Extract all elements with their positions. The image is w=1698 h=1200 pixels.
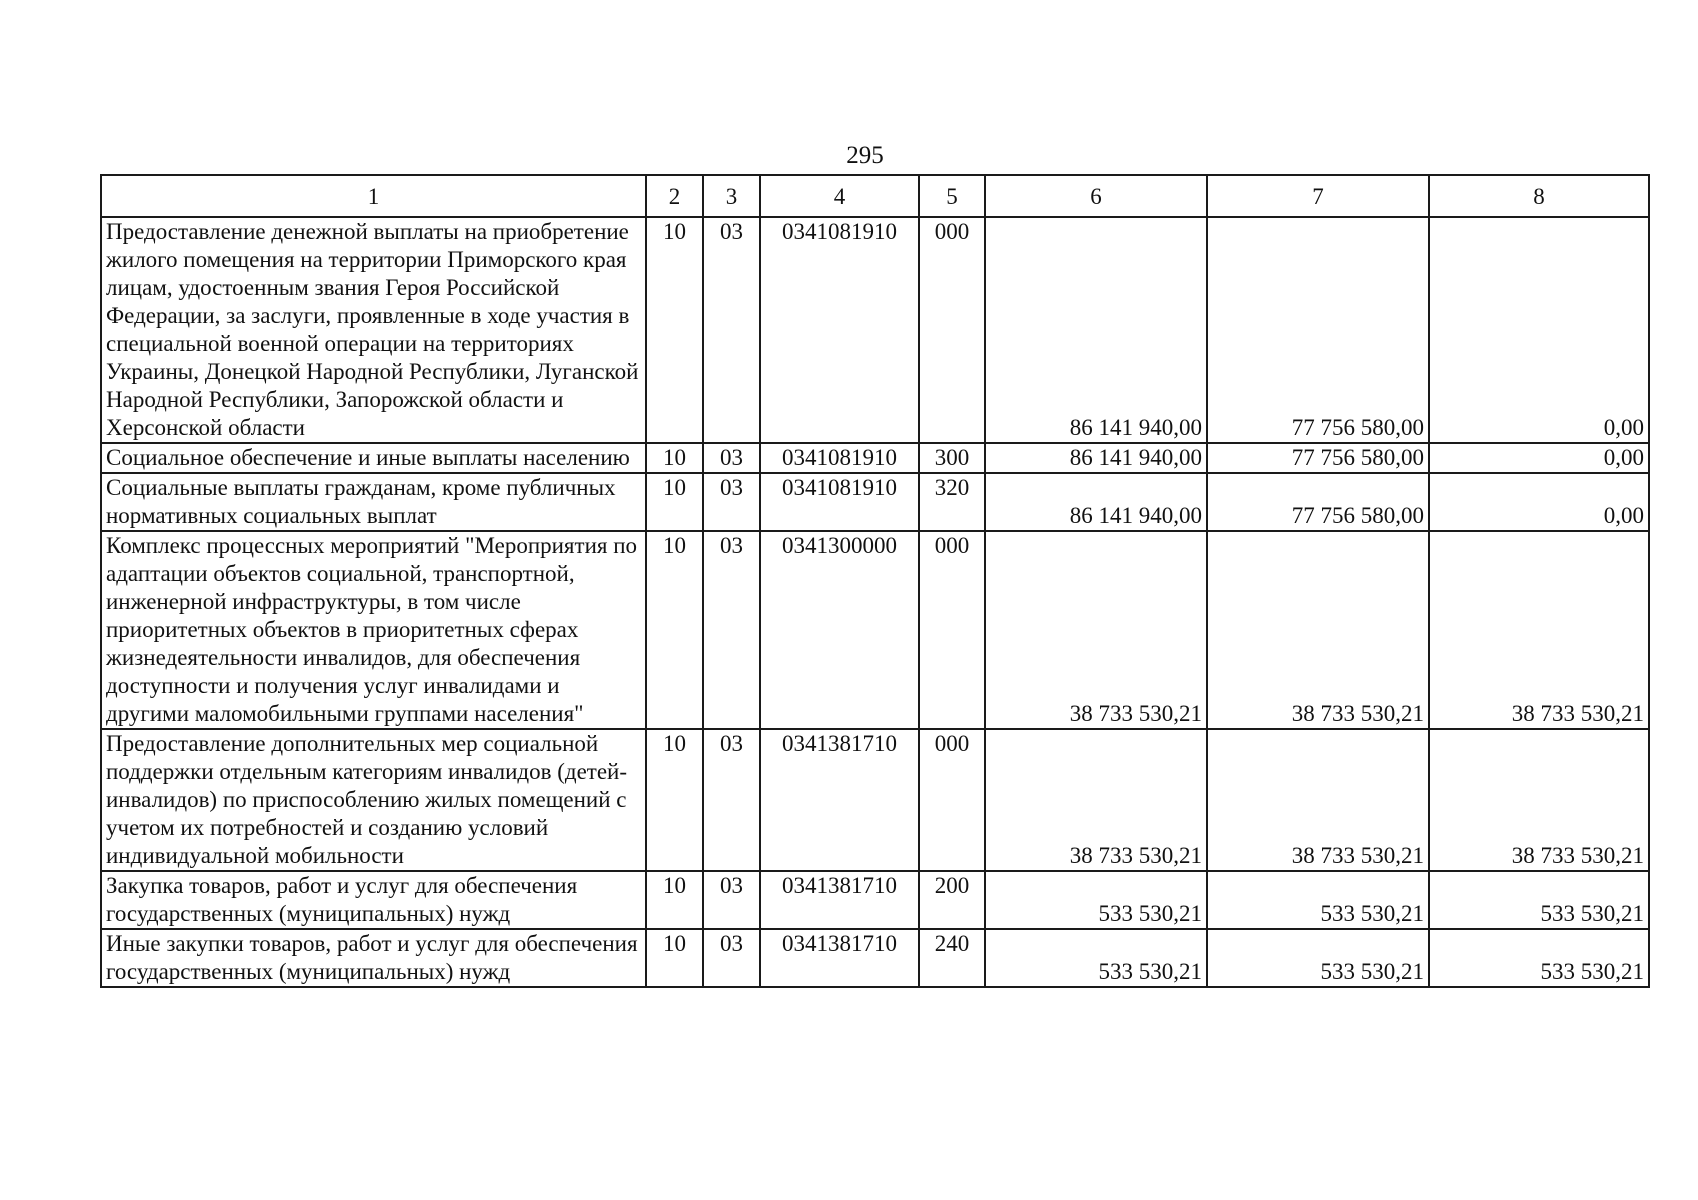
row-amount-col6: 86 141 940,00 bbox=[985, 217, 1207, 443]
table-row bbox=[101, 531, 1649, 729]
row-target-code: 0341381710 bbox=[760, 871, 919, 929]
row-subsection: 03 bbox=[703, 929, 760, 987]
row-subsection: 03 bbox=[703, 473, 760, 531]
row-section: 10 bbox=[646, 217, 703, 443]
row-amount-col6: 38 733 530,21 bbox=[985, 531, 1207, 729]
row-amount-col8: 0,00 bbox=[1429, 473, 1649, 531]
row-amount-col6: 86 141 940,00 bbox=[985, 473, 1207, 531]
column-header: 8 bbox=[1429, 175, 1649, 217]
row-section: 10 bbox=[646, 473, 703, 531]
row-section: 10 bbox=[646, 531, 703, 729]
row-amount-col7: 77 756 580,00 bbox=[1207, 473, 1429, 531]
row-amount-col8: 38 733 530,21 bbox=[1429, 531, 1649, 729]
column-header: 7 bbox=[1207, 175, 1429, 217]
row-name: Комплекс процессных мероприятий "Мероприятия по адаптации объектов социальной, транспортной, инженерной инфраструктуры, в том числе приоритетных объектов в приоритетных сферах жизнедеятельности инвалидов, для обеспечения доступности и получения услуг инвалидами и другими маломобильными группами населения" bbox=[101, 531, 646, 729]
column-header: 1 bbox=[101, 175, 646, 217]
row-expense-type: 000 bbox=[919, 531, 985, 729]
row-expense-type: 200 bbox=[919, 871, 985, 929]
row-target-code: 0341381710 bbox=[760, 729, 919, 871]
row-section: 10 bbox=[646, 729, 703, 871]
table-row bbox=[101, 217, 1649, 443]
row-name: Закупка товаров, работ и услуг для обеспечения государственных (муниципальных) нужд bbox=[101, 871, 646, 929]
row-expense-type: 300 bbox=[919, 443, 985, 473]
row-amount-col6: 533 530,21 bbox=[985, 929, 1207, 987]
table-header-row bbox=[101, 175, 1649, 217]
table-row bbox=[101, 729, 1649, 871]
row-amount-col8: 38 733 530,21 bbox=[1429, 729, 1649, 871]
row-section: 10 bbox=[646, 929, 703, 987]
row-amount-col7: 77 756 580,00 bbox=[1207, 443, 1429, 473]
row-expense-type: 320 bbox=[919, 473, 985, 531]
table-row bbox=[101, 929, 1649, 987]
column-header: 5 bbox=[919, 175, 985, 217]
row-subsection: 03 bbox=[703, 443, 760, 473]
row-amount-col6: 38 733 530,21 bbox=[985, 729, 1207, 871]
page-number: 295 bbox=[846, 142, 884, 169]
row-subsection: 03 bbox=[703, 729, 760, 871]
row-section: 10 bbox=[646, 871, 703, 929]
row-subsection: 03 bbox=[703, 871, 760, 929]
row-amount-col6: 533 530,21 bbox=[985, 871, 1207, 929]
row-name: Предоставление дополнительных мер социальной поддержки отдельным категориям инвалидов (детей-инвалидов) по приспособлению жилых помещений с учетом их потребностей и созданию условий индивидуальной мобильности bbox=[101, 729, 646, 871]
row-name: Иные закупки товаров, работ и услуг для обеспечения государственных (муниципальных) нужд bbox=[101, 929, 646, 987]
row-amount-col8: 0,00 bbox=[1429, 443, 1649, 473]
row-expense-type: 000 bbox=[919, 729, 985, 871]
row-target-code: 0341081910 bbox=[760, 217, 919, 443]
row-expense-type: 000 bbox=[919, 217, 985, 443]
row-amount-col7: 533 530,21 bbox=[1207, 871, 1429, 929]
row-amount-col7: 77 756 580,00 bbox=[1207, 217, 1429, 443]
row-subsection: 03 bbox=[703, 217, 760, 443]
row-expense-type: 240 bbox=[919, 929, 985, 987]
column-header: 3 bbox=[703, 175, 760, 217]
column-header: 6 bbox=[985, 175, 1207, 217]
budget-table bbox=[100, 174, 1650, 988]
row-amount-col7: 38 733 530,21 bbox=[1207, 531, 1429, 729]
row-name: Социальное обеспечение и иные выплаты населению bbox=[101, 443, 646, 473]
row-target-code: 0341300000 bbox=[760, 531, 919, 729]
row-subsection: 03 bbox=[703, 531, 760, 729]
row-target-code: 0341381710 bbox=[760, 929, 919, 987]
row-target-code: 0341081910 bbox=[760, 473, 919, 531]
row-section: 10 bbox=[646, 443, 703, 473]
table-row bbox=[101, 443, 1649, 473]
row-amount-col8: 533 530,21 bbox=[1429, 929, 1649, 987]
column-header: 4 bbox=[760, 175, 919, 217]
row-amount-col7: 533 530,21 bbox=[1207, 929, 1429, 987]
row-name: Социальные выплаты гражданам, кроме публичных нормативных социальных выплат bbox=[101, 473, 646, 531]
row-amount-col6: 86 141 940,00 bbox=[985, 443, 1207, 473]
table-row bbox=[101, 473, 1649, 531]
column-header: 2 bbox=[646, 175, 703, 217]
row-amount-col7: 38 733 530,21 bbox=[1207, 729, 1429, 871]
row-target-code: 0341081910 bbox=[760, 443, 919, 473]
row-amount-col8: 533 530,21 bbox=[1429, 871, 1649, 929]
table-row bbox=[101, 871, 1649, 929]
row-name: Предоставление денежной выплаты на приобретение жилого помещения на территории Приморского края лицам, удостоенным звания Героя Российской Федерации, за заслуги, проявленные в ходе участия в специальной военной операции на территориях Украины, Донецкой Народной Республики, Луганской Народной Республики, Запорожской области и Херсонской области bbox=[101, 217, 646, 443]
row-amount-col8: 0,00 bbox=[1429, 217, 1649, 443]
